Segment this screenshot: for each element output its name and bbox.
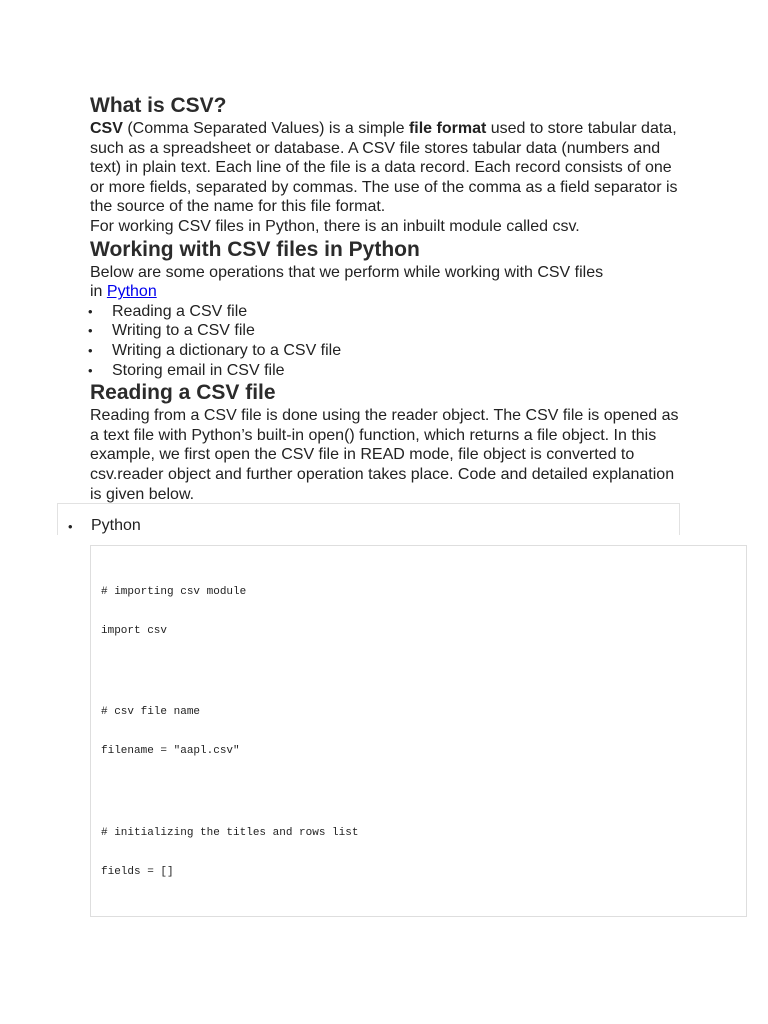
code-block: [90, 545, 747, 917]
heading-what-is-csv: What is CSV?: [90, 94, 227, 117]
code-line: import csv: [101, 625, 168, 637]
tab-bullet: •: [68, 519, 73, 534]
python-link[interactable]: Python: [106, 283, 157, 301]
reading-csv-description: Reading from a CSV file is done using the reader object. The CSV file is opened as a text file with Python’s built-in open() function, which returns a file object. In this example, we first open the CSV file in READ mode, file object is converted to csv.reader object and further operation takes place. Code and detailed explanation is given below.: [90, 407, 679, 503]
code-line: fields = []: [101, 866, 174, 878]
code-line: # importing csv module: [101, 586, 247, 598]
operations-list: [90, 302, 680, 380]
csv-description: [90, 119, 680, 217]
csv-desc-part-b: used to store tabular data, such as a spreadsheet or database. A CSV file stores tabular data (numbers and text) in plain text. Each line of the file is a data record. Each record consists of one or more fields, separated by commas. The use of the comma as a field separator is the source of the name for this file format.: [90, 120, 678, 216]
code-line: filename = "aapl.csv": [101, 745, 240, 757]
code-line: # csv file name: [101, 706, 201, 718]
heading-reading-csv: Reading a CSV file: [90, 381, 276, 405]
code-tab-bar: [57, 503, 680, 535]
article-body: [90, 93, 680, 504]
list-item: • Writing to a CSV file: [90, 321, 680, 341]
list-item: • Reading a CSV file: [90, 302, 680, 322]
operations-intro-text: Below are some operations that we perform while working with CSV files: [90, 263, 604, 281]
csv-module-note: For working CSV files in Python, there is an inbuilt module called csv.: [90, 217, 580, 235]
tab-python[interactable]: Python: [91, 517, 141, 534]
heading-working-with-csv: Working with CSV files in Python: [90, 237, 420, 261]
code-line: # initializing the titles and rows list: [101, 827, 359, 839]
operations-intro-in: in: [90, 283, 107, 301]
operations-intro: [90, 263, 680, 302]
file-format-bold: file format: [408, 120, 487, 137]
csv-bold: CSV: [90, 120, 123, 137]
list-item: • Writing a dictionary to a CSV file: [90, 341, 680, 361]
list-item: • Storing email in CSV file: [90, 361, 680, 381]
csv-desc-part-a: (Comma Separated Values) is a simple: [122, 120, 409, 137]
